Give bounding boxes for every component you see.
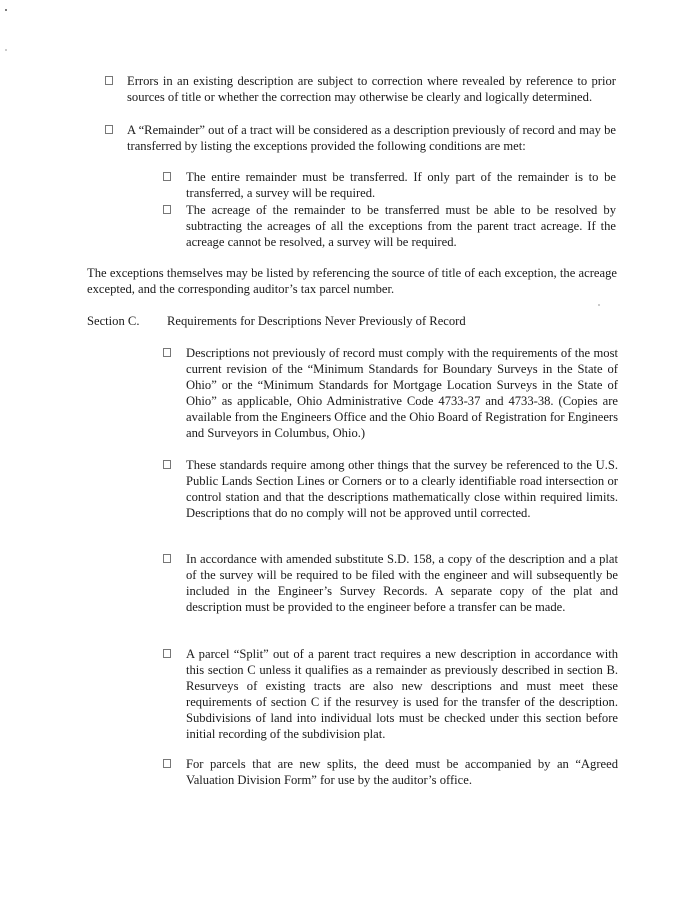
section-title: Requirements for Descriptions Never Previously of Record [167,314,466,328]
checkbox-bullet-icon [163,554,171,563]
bullet-item [163,345,618,441]
bullet-text: The acreage of the remainder to be transferred must be able to be resolved by subtracting the acreages of all the exceptions from the parent tract acreage. If the acreage cannot be resolved, a survey will be required. [186,203,616,249]
section-heading [87,313,466,329]
bullet-item [105,73,616,105]
checkbox-bullet-icon [163,460,171,469]
checkbox-bullet-icon [105,76,113,85]
bullet-text: The entire remainder must be transferred. If only part of the remainder is to be transferred, a survey will be required. [186,170,616,200]
checkbox-bullet-icon [105,125,113,134]
bullet-item [163,756,618,788]
scan-speck [598,304,600,306]
sub-bullet-item [163,202,616,250]
bullet-text: A “Remainder” out of a tract will be considered as a description previously of record and may be transferred by listing the exceptions provided the following conditions are met: [127,123,616,153]
bullet-text: For parcels that are new splits, the deed must be accompanied by an “Agreed Valuation Division Form” for use by the auditor’s office. [186,757,618,787]
bullet-text: Errors in an existing description are subject to correction where revealed by reference to prior sources of title or whether the correction may otherwise be clearly and logically determined. [127,74,616,104]
bullet-item [163,551,618,615]
checkbox-bullet-icon [163,348,171,357]
bullet-item [163,646,618,742]
exceptions-paragraph: The exceptions themselves may be listed by referencing the source of title of each exception, the acreage excepted, and the corresponding auditor’s tax parcel number. [87,266,617,296]
checkbox-bullet-icon [163,759,171,768]
bullet-text: Descriptions not previously of record must comply with the requirements of the most current revision of the “Minimum Standards for Boundary Surveys in the State of Ohio” or the “Minimum Standards for Mortgage Location Surveys in the State of Ohio” as applicable, Ohio Administrative Code 4733-37 and 4733-38. (Copies are available from the Engineers Office and the Ohio Board of Registration for Engineers and Surveyors in Columbus, Ohio.) [186,346,619,440]
scan-speck [5,9,7,11]
bullet-text: In accordance with amended substitute S.D. 158, a copy of the description and a plat of the survey will be required to be filed with the engineer and will subsequently be included in the Engineer’s Survey Records. A separate copy of the plat and description must be provided to the engineer before a transfer can be made. [186,552,618,614]
bullet-item [105,122,616,154]
checkbox-bullet-icon [163,172,171,181]
checkbox-bullet-icon [163,649,171,658]
bullet-item [163,457,618,521]
sub-bullet-item [163,169,616,201]
bullet-text: A parcel “Split” out of a parent tract requires a new description in accordance with this section C unless it qualifies as a remainder as previously described in section B. Resurveys of existing tracts are also new descriptions and must meet these requirements of section C if the resurvey is used for the transfer of the description. Subdivisions of land into individual lots must be checked under this section before initial recording of the subdivision plat. [186,647,618,741]
checkbox-bullet-icon [163,205,171,214]
scan-speck [5,49,7,51]
section-label: Section C. [87,314,140,328]
bullet-text: These standards require among other things that the survey be referenced to the U.S. Public Lands Section Lines or Corners or to a clearly identifiable road intersection or control station and that the descriptions mathematically close within required limits. Descriptions that do no comply will not be approved until corrected. [186,458,618,520]
